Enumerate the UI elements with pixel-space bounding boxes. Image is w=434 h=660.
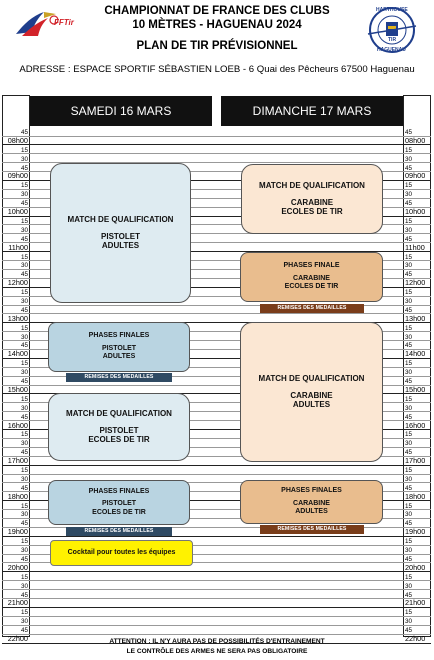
time-label-right: 30 bbox=[405, 404, 413, 412]
time-label-left: 45 bbox=[20, 271, 28, 279]
time-label-right: 45 bbox=[405, 520, 413, 528]
time-label-right: 30 bbox=[405, 511, 413, 519]
time-label-left: 15 bbox=[20, 253, 28, 261]
time-label-right: 30 bbox=[405, 547, 413, 555]
footer-notice-line1: ATTENTION : IL N'Y AURA PAS DE POSSIBILITÉS D'ENTRAINEMENT bbox=[109, 638, 325, 645]
time-label-right: 12h00 bbox=[405, 278, 426, 288]
time-label-left: 30 bbox=[20, 333, 28, 341]
sun-finals-carabine-ecoles bbox=[240, 252, 383, 302]
time-label-left: 15 bbox=[20, 217, 28, 225]
time-label-left: 45 bbox=[20, 306, 28, 314]
time-label-left: 30 bbox=[20, 618, 28, 626]
time-label-left: 16h00 bbox=[7, 420, 28, 430]
event-discipline: PISTOLET bbox=[101, 344, 137, 352]
time-label-right: 45 bbox=[405, 306, 413, 314]
time-label-right: 30 bbox=[405, 475, 413, 483]
time-label-right: 45 bbox=[405, 342, 413, 350]
event-category: ADULTES bbox=[101, 241, 140, 251]
time-label-left: 45 bbox=[20, 342, 28, 350]
time-label-right: 30 bbox=[405, 618, 413, 626]
time-label-right: 15 bbox=[405, 573, 413, 581]
time-label-right: 08h00 bbox=[405, 135, 426, 145]
quarter-gridline bbox=[2, 589, 431, 590]
time-label-right: 17h00 bbox=[405, 456, 426, 466]
time-label-right: 30 bbox=[405, 262, 413, 270]
time-label-right: 15 bbox=[405, 467, 413, 474]
time-label-left: 15 bbox=[20, 502, 28, 510]
time-label-left: 45 bbox=[20, 484, 28, 492]
time-label-left: 30 bbox=[20, 191, 28, 199]
time-label-right: 45 bbox=[405, 200, 413, 208]
time-label-left: 15 bbox=[20, 609, 28, 617]
time-label-right: 15 bbox=[405, 395, 413, 403]
time-label-left: 45 bbox=[20, 235, 28, 243]
time-label-right: 15 bbox=[405, 324, 413, 332]
time-label-left: 20h00 bbox=[7, 562, 28, 572]
time-label-left: 21h00 bbox=[7, 598, 28, 608]
event-title: MATCH DE QUALIFICATION bbox=[259, 181, 365, 191]
time-label-right: 18h00 bbox=[405, 491, 426, 501]
event-title: PHASES FINALES bbox=[88, 487, 150, 495]
time-label-left: 45 bbox=[20, 200, 28, 208]
time-label-left: 15 bbox=[20, 395, 28, 403]
sun-qualification-carabine-adultes bbox=[240, 322, 383, 462]
time-label-right: 15 bbox=[405, 182, 413, 190]
time-label-right: 45 bbox=[405, 235, 413, 243]
fftir-logo bbox=[14, 6, 76, 38]
time-label-left: 19h00 bbox=[7, 527, 28, 537]
quarter-gridline bbox=[2, 616, 431, 617]
time-label-right: 45 bbox=[405, 591, 413, 599]
time-label-left: 18h00 bbox=[7, 491, 28, 501]
fftir-logo-text: FFTir bbox=[54, 18, 74, 27]
hour-gridline bbox=[2, 144, 431, 145]
column-header-saturday: SAMEDI 16 MARS bbox=[30, 96, 212, 126]
time-label-left: 45 bbox=[20, 378, 28, 386]
hour-gridline bbox=[2, 571, 431, 572]
time-label-right: 30 bbox=[405, 298, 413, 305]
time-label-right: 22h00 bbox=[405, 634, 426, 643]
quarter-gridline bbox=[2, 598, 431, 599]
time-label-left: 12h00 bbox=[7, 278, 28, 288]
sat-finals-pistolet-ecoles bbox=[48, 480, 190, 525]
time-label-right: 16h00 bbox=[405, 420, 426, 430]
time-label-left: 15 bbox=[20, 573, 28, 581]
quarter-gridline bbox=[2, 474, 431, 475]
time-label-left: 17h00 bbox=[7, 456, 28, 466]
time-label-right: 09h00 bbox=[405, 171, 426, 181]
event-title: MATCH DE QUALIFICATION bbox=[258, 374, 365, 384]
time-label-left: 45 bbox=[20, 555, 28, 563]
event-discipline: PISTOLET bbox=[99, 425, 139, 435]
quarter-gridline bbox=[2, 305, 431, 306]
time-label-right: 45 bbox=[405, 484, 413, 492]
time-label-right: 19h00 bbox=[405, 527, 426, 537]
event-title: PHASES FINALES bbox=[88, 332, 150, 340]
event-title: MATCH DE QUALIFICATION bbox=[67, 215, 174, 225]
time-label-right: 14h00 bbox=[405, 349, 426, 359]
event-title: MATCH DE QUALIFICATION bbox=[66, 409, 172, 419]
page-title-line2: 10 MÈTRES - HAGUENAU 2024 bbox=[132, 19, 302, 31]
page-title-line1: CHAMPIONNAT DE FRANCE DES CLUBS bbox=[104, 5, 330, 17]
time-label-left: 30 bbox=[20, 262, 28, 270]
time-label-left: 30 bbox=[20, 155, 28, 163]
quarter-gridline bbox=[2, 625, 431, 626]
time-label-right: 20h00 bbox=[405, 562, 426, 572]
event-title: PHASES FINALE bbox=[283, 262, 340, 270]
time-label-left: 45 bbox=[20, 449, 28, 457]
event-title: Cocktail pour toutes les équipes bbox=[67, 548, 176, 556]
event-discipline: PISTOLET bbox=[101, 500, 137, 508]
event-discipline: CARABINE bbox=[290, 197, 334, 207]
sat-finals-pistolet-adultes bbox=[48, 322, 190, 372]
time-label-left: 30 bbox=[20, 440, 28, 448]
time-label-left: 10h00 bbox=[7, 207, 28, 217]
time-label-left: 08h00 bbox=[7, 135, 28, 145]
time-label-right: 30 bbox=[405, 582, 413, 590]
event-discipline: PISTOLET bbox=[101, 231, 140, 241]
quarter-gridline bbox=[2, 313, 431, 314]
time-label-right: 30 bbox=[405, 369, 413, 377]
time-label-right: 15 bbox=[405, 360, 413, 368]
time-label-right: 15h00 bbox=[405, 384, 426, 394]
time-label-left: 15h00 bbox=[7, 384, 28, 394]
sun-medals-badge-2: REMISES DES MEDAILLES bbox=[260, 525, 364, 534]
event-category: ECOLES DE TIR bbox=[284, 283, 339, 291]
time-label-left: 30 bbox=[20, 369, 28, 377]
time-label-right: 15 bbox=[405, 538, 413, 546]
time-label-left: 15 bbox=[20, 146, 28, 154]
hour-gridline bbox=[2, 607, 431, 608]
time-label-right: 10h00 bbox=[405, 207, 426, 217]
time-label-left: 15 bbox=[20, 538, 28, 546]
quarter-gridline bbox=[2, 153, 431, 154]
time-label-right: 21h00 bbox=[405, 598, 426, 608]
event-category: ECOLES DE TIR bbox=[88, 435, 150, 445]
time-label-left: 45 bbox=[20, 413, 28, 421]
event-category: ADULTES bbox=[102, 353, 136, 361]
time-label-left: 15 bbox=[20, 467, 28, 474]
event-category: ECOLES DE TIR bbox=[92, 508, 146, 516]
time-label-left: 45 bbox=[20, 164, 28, 172]
time-label-left: 30 bbox=[20, 404, 28, 412]
event-discipline: CARABINE bbox=[290, 390, 333, 400]
time-label-left: 09h00 bbox=[7, 171, 28, 181]
time-label-right: 13h00 bbox=[405, 313, 426, 323]
time-label-right: 15 bbox=[405, 146, 413, 154]
sat-qualification-pistolet-ecoles bbox=[48, 393, 190, 461]
time-label-right: 15 bbox=[405, 253, 413, 261]
time-label-right: 45 bbox=[405, 413, 413, 421]
sun-qualification-carabine-ecoles bbox=[241, 164, 383, 234]
time-label-right: 45 bbox=[405, 555, 413, 563]
time-label-left: 11h00 bbox=[8, 242, 28, 252]
time-label-right: 45 bbox=[405, 449, 413, 457]
time-label-right: 30 bbox=[405, 333, 413, 341]
sat-cocktail bbox=[50, 540, 193, 566]
sat-medals-badge-2: REMISES DES MEDAILLES bbox=[66, 527, 172, 536]
time-label-right: 45 bbox=[405, 129, 413, 136]
time-label-right: 30 bbox=[405, 191, 413, 199]
time-label-left: 45 bbox=[20, 520, 28, 528]
time-label-left: 45 bbox=[20, 129, 28, 136]
event-category: ADULTES bbox=[292, 400, 331, 410]
time-label-right: 11h00 bbox=[405, 242, 425, 252]
time-label-right: 45 bbox=[405, 164, 413, 172]
sat-qualification-pistolet-adultes bbox=[50, 163, 191, 303]
time-label-right: 45 bbox=[405, 378, 413, 386]
column-header-sunday: DIMANCHE 17 MARS bbox=[221, 96, 403, 126]
quarter-gridline bbox=[2, 580, 431, 581]
time-label-left: 22h00 bbox=[7, 634, 28, 643]
time-label-right: 15 bbox=[405, 609, 413, 617]
time-label-right: 15 bbox=[405, 431, 413, 439]
footer-notice-line2: LE CONTRÔLE DES ARMES NE SERA PAS OBLIGATOIRE bbox=[126, 648, 308, 655]
time-label-left: 30 bbox=[20, 582, 28, 590]
sun-medals-badge-1: REMISES DES MEDAILLES bbox=[260, 304, 364, 313]
event-category: ADULTES bbox=[295, 508, 328, 516]
time-label-left: 30 bbox=[20, 547, 28, 555]
sun-finals-carabine-adultes bbox=[240, 480, 383, 524]
time-label-left: 30 bbox=[20, 475, 28, 483]
hour-gridline bbox=[2, 465, 431, 466]
time-label-right: 45 bbox=[405, 271, 413, 279]
time-label-left: 15 bbox=[20, 431, 28, 439]
time-label-right: 45 bbox=[405, 627, 413, 635]
time-label-left: 15 bbox=[20, 182, 28, 190]
time-label-right: 15 bbox=[405, 217, 413, 225]
time-label-left: 30 bbox=[20, 298, 28, 305]
time-label-left: 15 bbox=[20, 360, 28, 368]
time-label-right: 30 bbox=[405, 155, 413, 163]
time-label-left: 30 bbox=[20, 511, 28, 519]
club-logo-bottom-text: HAGUENAU bbox=[377, 47, 406, 53]
quarter-gridline bbox=[2, 634, 431, 635]
time-label-right: 15 bbox=[405, 289, 413, 297]
club-logo-mid-text: TIR bbox=[388, 37, 397, 43]
time-label-left: 45 bbox=[20, 591, 28, 599]
time-label-right: 15 bbox=[405, 502, 413, 510]
quarter-gridline bbox=[2, 136, 431, 137]
event-discipline: CARABINE bbox=[293, 499, 330, 507]
event-title: PHASES FINALES bbox=[281, 487, 342, 495]
event-category: ECOLES DE TIR bbox=[281, 207, 343, 217]
time-label-right: 30 bbox=[405, 226, 413, 234]
club-logo bbox=[364, 4, 420, 56]
time-label-left: 14h00 bbox=[7, 349, 28, 359]
address: ADRESSE : ESPACE SPORTIF SÉBASTIEN LOEB - 6 Quai des Pêcheurs 67500 Haguenau bbox=[19, 64, 415, 75]
time-label-left: 15 bbox=[20, 324, 28, 332]
time-label-left: 13h00 bbox=[7, 313, 28, 323]
time-label-left: 15 bbox=[20, 289, 28, 297]
time-label-left: 30 bbox=[20, 226, 28, 234]
page-title-line3: PLAN DE TIR PRÉVISIONNEL bbox=[136, 40, 298, 52]
time-label-left: 45 bbox=[20, 627, 28, 635]
event-discipline: CARABINE bbox=[293, 274, 330, 282]
club-logo-top-text: HARTHOUSE bbox=[376, 7, 408, 13]
sat-medals-badge-1: REMISES DES MEDAILLES bbox=[66, 373, 172, 382]
time-label-right: 30 bbox=[405, 440, 413, 448]
